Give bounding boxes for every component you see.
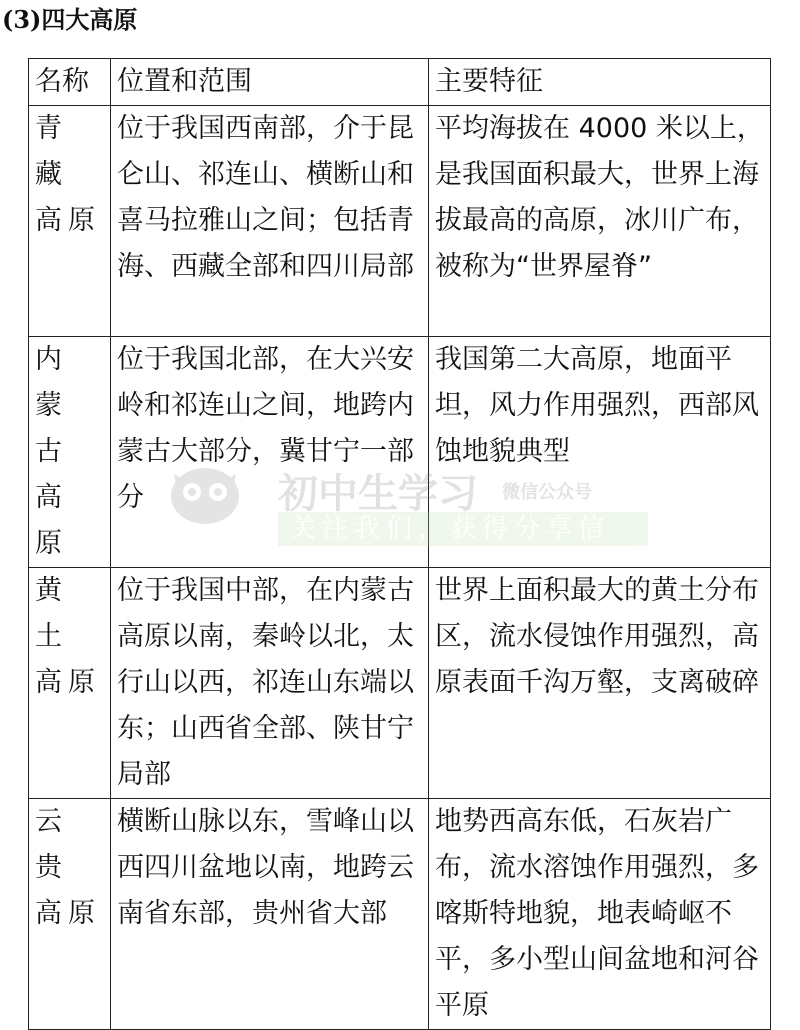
watermark-subtitle: 微信公众号: [502, 482, 592, 503]
table-row: [29, 799, 771, 1030]
page-heading: (3)四大高原: [2, 5, 138, 34]
header-name: 名称: [29, 59, 111, 106]
plateau-table: [28, 58, 771, 1030]
plateau-name: 内 蒙 古 高 原: [29, 337, 111, 568]
plateau-features: 我国第二大高原，地面平坦，风力作用强烈，西部风蚀地貌典型: [429, 337, 771, 568]
table-row: [29, 337, 771, 568]
watermark-slogan: 关注我们，获得分享信: [278, 512, 648, 546]
plateau-name: 云 贵 高原: [29, 799, 111, 1030]
plateau-location: 位于我国中部，在内蒙古高原以南，秦岭以北，太行山以西，祁连山东端以东；山西省全部、陕甘宁局部: [111, 568, 429, 799]
plateau-name: 青 藏 高原: [29, 106, 111, 337]
plateau-features: 世界上面积最大的黄土分布区，流水侵蚀作用强烈，高原表面千沟万壑，支离破碎: [429, 568, 771, 799]
plateau-location: 位于我国西南部，介于昆仑山、祁连山、横断山和喜马拉雅山之间；包括青海、西藏全部和四川局部: [111, 106, 429, 337]
table-header-row: [29, 59, 771, 106]
table-row: [29, 568, 771, 799]
plateau-features: 平均海拔在 4000 米以上，是我国面积最大，世界上海拔最高的高原，冰川广布，被称为“世界屋脊”: [429, 106, 771, 337]
plateau-location: 位于我国北部，在大兴安岭和祁连山之间，地跨内蒙古大部分，冀甘宁一部分: [111, 337, 429, 568]
header-features: 主要特征: [429, 59, 771, 106]
plateau-features: 地势西高东低，石灰岩广布，流水溶蚀作用强烈，多喀斯特地貌，地表崎岖不平，多小型山间盆地和河谷平原: [429, 799, 771, 1030]
table-row: [29, 106, 771, 337]
header-location: 位置和范围: [111, 59, 429, 106]
watermark-brand: 初中生学习: [278, 470, 478, 517]
plateau-location: 横断山脉以东，雪峰山以西四川盆地以南，地跨云南省东部，贵州省大部: [111, 799, 429, 1030]
plateau-name: 黄 土 高原: [29, 568, 111, 799]
